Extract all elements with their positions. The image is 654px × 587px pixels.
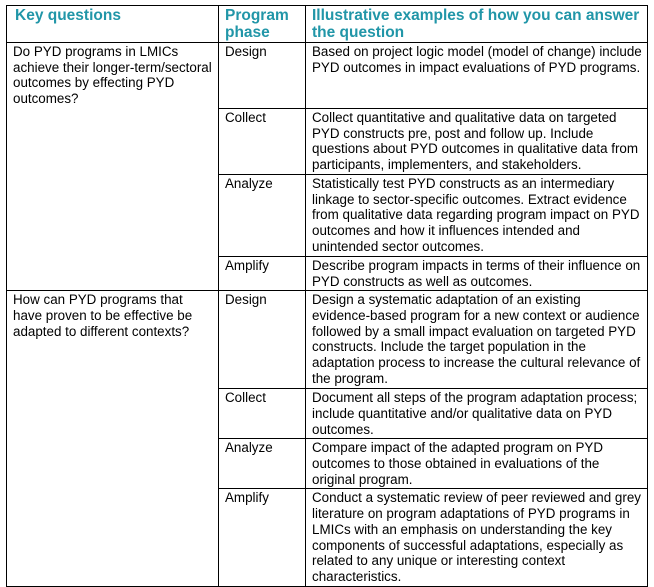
phase-cell: Design	[219, 291, 306, 389]
phase-cell: Design	[219, 43, 306, 109]
header-examples: Illustrative examples of how you can answer the question	[306, 6, 648, 43]
example-cell: Compare impact of the adapted program on PYD outcomes to those obtained in evaluations of the original program.	[306, 439, 648, 489]
example-cell: Collect quantitative and qualitative data on targeted PYD constructs pre, post and follow up. Include questions about PYD outcomes in qualitative data from participants, implementers, and stakeholders.	[306, 109, 648, 175]
phase-cell: Collect	[219, 389, 306, 439]
example-cell: Describe program impacts in terms of their influence on PYD constructs as well as outcomes.	[306, 256, 648, 290]
key-question-cell: How can PYD programs that have proven to be effective be adapted to different contexts?	[7, 291, 219, 587]
example-cell: Statistically test PYD constructs as an intermediary linkage to sector-specific outcomes. Extract evidence from qualitative data regarding program impact on PYD outcomes and how it influences intended and unintended sector outcomes.	[306, 174, 648, 256]
key-question-cell: Do PYD programs in LMICs achieve their longer-term/sectoral outcomes by effecting PYD outcomes?	[7, 43, 219, 291]
example-cell: Conduct a systematic review of peer reviewed and grey literature on program adaptations of PYD programs in LMICs with an emphasis on understanding the key components of successful adaptations, especially as related to any unique or interesting context characteristics.	[306, 489, 648, 587]
phase-cell: Collect	[219, 109, 306, 175]
table-row	[7, 43, 648, 109]
example-cell: Design a systematic adaptation of an existing evidence-based program for a new context or audience followed by a small impact evaluation on targeted PYD constructs. Include the target population in the adaptation process to increase the cultural relevance of the program.	[306, 291, 648, 389]
phase-cell: Amplify	[219, 256, 306, 290]
phase-cell: Analyze	[219, 439, 306, 489]
header-key-questions: Key questions	[7, 6, 219, 43]
phase-cell: Amplify	[219, 489, 306, 587]
header-program-phase: Program phase	[219, 6, 306, 43]
example-cell: Based on project logic model (model of change) include PYD outcomes in impact evaluations of PYD programs.	[306, 43, 648, 109]
example-cell: Document all steps of the program adaptation process; include quantitative and/or qualitative data on PYD outcomes.	[306, 389, 648, 439]
phase-cell: Analyze	[219, 174, 306, 256]
table-row	[7, 291, 648, 389]
header-row	[7, 6, 648, 43]
pyd-questions-table	[6, 5, 648, 587]
